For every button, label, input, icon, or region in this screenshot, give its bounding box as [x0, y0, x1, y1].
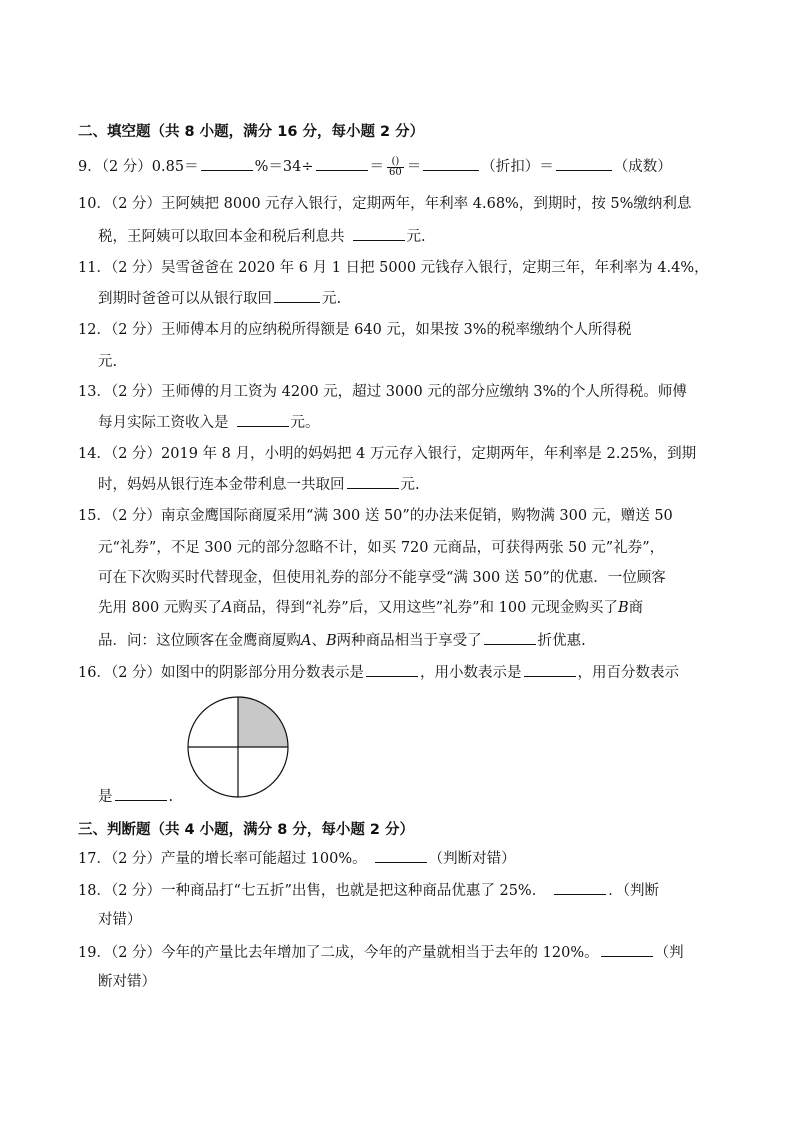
answer-blank[interactable] — [115, 786, 167, 801]
question-15-line-2: 元“礼券”，不足 300 元的部分忽略不计，如买 720 元商品，可获得两张 50 元”礼券”， — [98, 540, 665, 556]
question-14-line-1: 14．（2 分）2019 年 8 月，小明的妈妈把 4 万元存入银行，定期两年，年利率是 2.25%，到期 — [78, 446, 697, 462]
question-16-line-2: 是 . — [98, 786, 173, 807]
answer-blank[interactable] — [366, 662, 418, 677]
question-14-line-2: 时，妈妈从银行连本金带利息一共取回 元. — [98, 474, 420, 495]
answer-blank[interactable] — [353, 226, 405, 241]
question-15-line-1: 15．（2 分）南京金鹰国际商厦采用“满 300 送 50”的办法来促销，购物满 300 元，赠送 50 — [78, 508, 673, 524]
question-17: 17．（2 分）产量的增长率可能超过 100%。 （判断对错） — [78, 848, 516, 869]
answer-blank[interactable] — [274, 288, 320, 303]
answer-blank[interactable] — [201, 156, 253, 171]
question-15-line-3: 可在下次购买时代替现金，但使用礼券的部分不能享受“满 300 送 50”的优惠．一位顾客 — [98, 570, 666, 586]
question-19-line-1: 19．（2 分）今年的产量比去年增加了二成，今年的产量就相当于去年的 120%。 （判 — [78, 942, 684, 963]
section-heading-fill: 二、填空题（共 8 小题，满分 16 分，每小题 2 分） — [78, 124, 425, 140]
answer-blank[interactable] — [484, 630, 536, 645]
question-13-line-1: 13．（2 分）王师傅的月工资为 4200 元，超过 3000 元的部分应缴纳 3%的个人所得税。师傅 — [78, 384, 687, 400]
question-15-line-4: 先用 800 元购买了A商品，得到“礼券”后，又用这些”礼券”和 100 元现金购买了B商 — [98, 600, 644, 616]
shaded-quarter — [238, 697, 288, 747]
question-18-line-1: 18．（2 分）一种商品打“七五折”出售，也就是把这种商品优惠了 25%． ．（判断 — [78, 880, 659, 901]
answer-blank[interactable] — [375, 848, 427, 863]
question-13-line-2: 每月实际工资收入是 元。 — [98, 412, 320, 433]
answer-blank[interactable] — [423, 156, 479, 171]
fraction: $\frac{()}{60}$ — [389, 155, 402, 178]
question-9: 9．（2 分）0.85＝ %＝34÷ ＝ $\frac{()}{60}$ ＝ （折扣）＝ （成数） — [78, 155, 672, 178]
question-10-line-2: 税，王阿姨可以取回本金和税后利息共 元. — [98, 226, 426, 247]
answer-blank[interactable] — [316, 156, 368, 171]
question-11-line-1: 11．（2 分）吴雪爸爸在 2020 年 6 月 1 日把 5000 元钱存入银行，定期三年，年利率为 4.4%， — [78, 260, 709, 276]
answer-blank[interactable] — [554, 880, 606, 895]
answer-blank[interactable] — [237, 412, 289, 427]
answer-blank[interactable] — [524, 662, 576, 677]
question-12-line-2: 元. — [98, 354, 118, 370]
question-15-line-5: 品．问：这位顾客在金鹰商厦购A、B两种商品相当于享受了 折优惠. — [98, 630, 586, 651]
answer-blank[interactable] — [601, 942, 653, 957]
question-10-line-1: 10．（2 分）王阿姨把 8000 元存入银行，定期两年，年利率 4.68%，到期时，按 5%缴纳利息 — [78, 196, 692, 212]
answer-blank[interactable] — [556, 156, 612, 171]
quartered-circle-figure — [186, 695, 290, 799]
question-12-line-1: 12．（2 分）王师傅本月的应纳税所得额是 640 元，如果按 3%的税率缴纳个人所得税 — [78, 322, 632, 338]
question-18-line-2: 对错） — [98, 912, 142, 928]
question-11-line-2: 到期时爸爸可以从银行取回 元. — [98, 288, 341, 309]
question-19-line-2: 断对错） — [98, 974, 156, 990]
section-heading-judge: 三、判断题（共 4 小题，满分 8 分，每小题 2 分） — [78, 822, 415, 838]
answer-blank[interactable] — [347, 474, 399, 489]
question-16-line-1: 16．（2 分）如图中的阴影部分用分数表示是 ，用小数表示是 ，用百分数表示 — [78, 662, 679, 683]
